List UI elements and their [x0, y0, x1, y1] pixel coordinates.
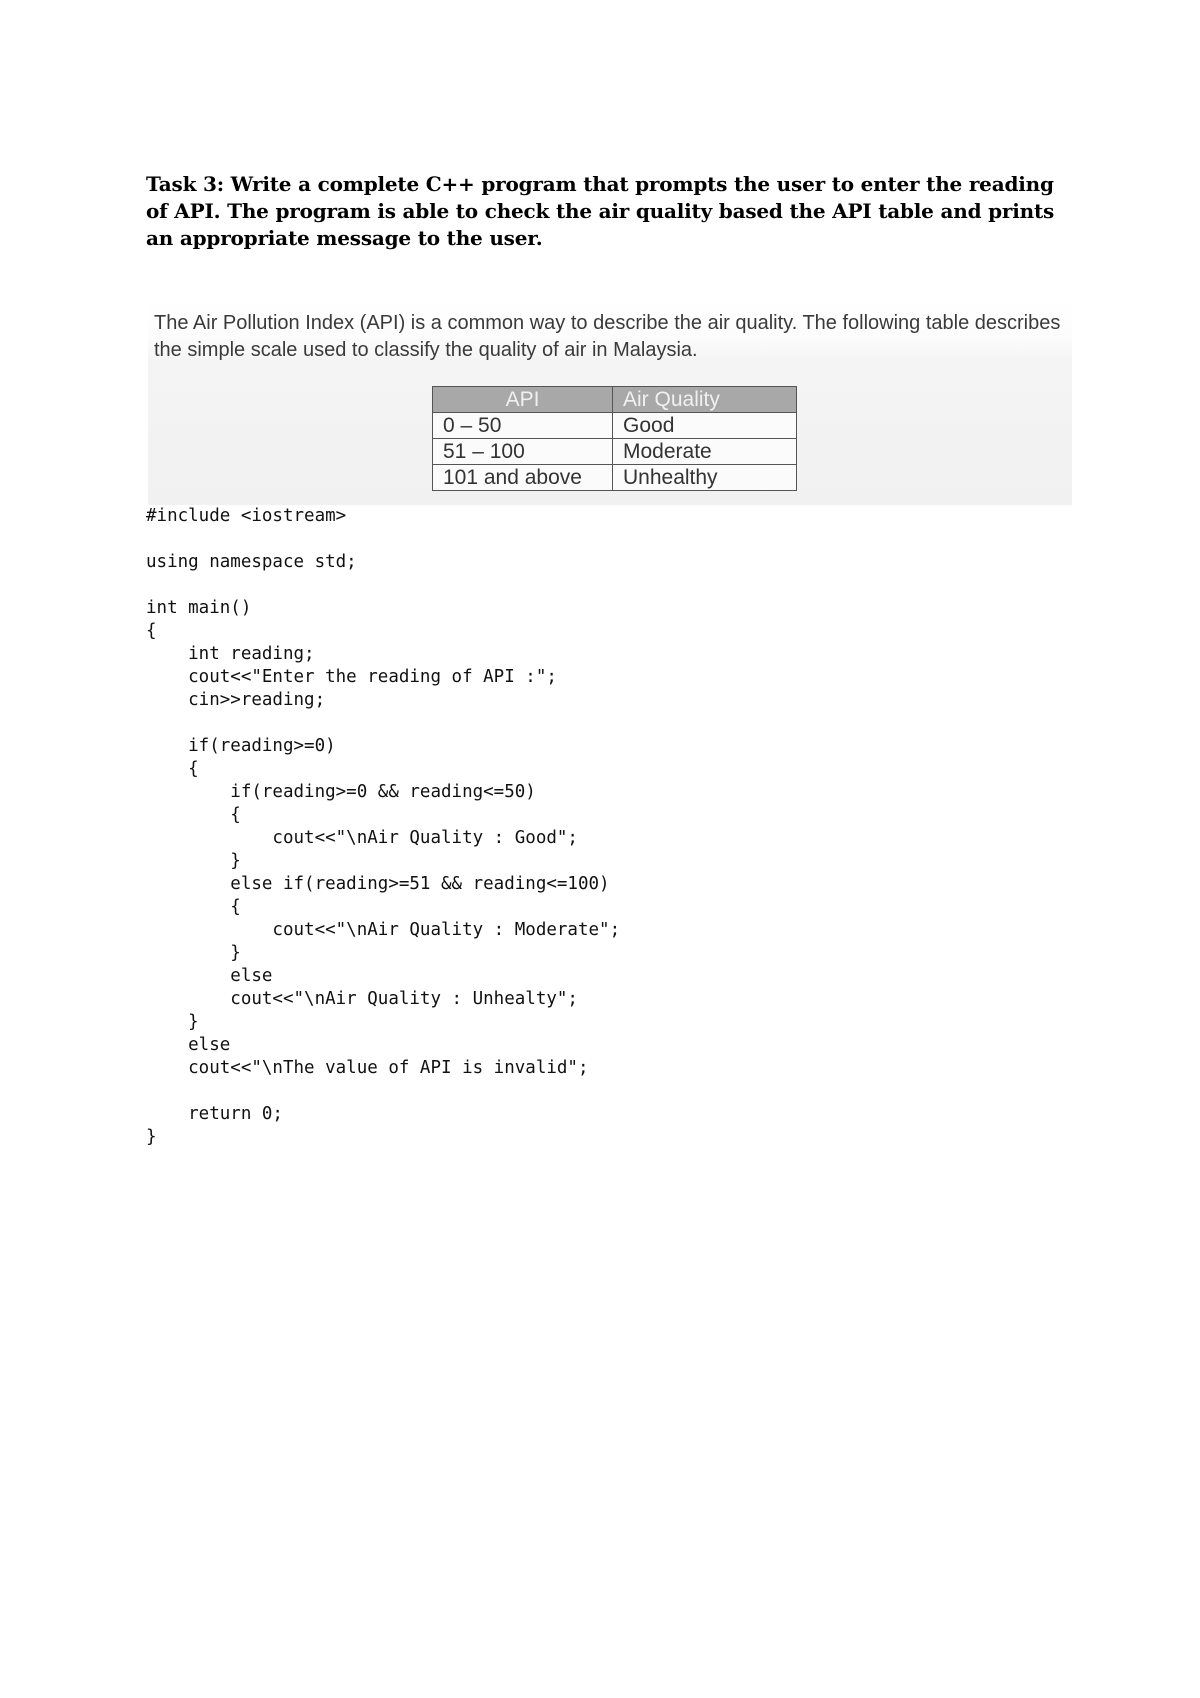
api-column-header: API: [433, 387, 613, 413]
code-line: else: [146, 966, 273, 986]
air-quality-cell: Unhealthy: [613, 465, 797, 491]
code-line: int reading;: [146, 644, 315, 664]
code-blank-line: [146, 528, 620, 551]
code-line: cout<<"\nAir Quality : Good";: [146, 828, 578, 848]
code-line: cout<<"\nThe value of API is invalid";: [146, 1058, 589, 1078]
code-blank-line: [146, 1080, 620, 1103]
code-line: }: [146, 1012, 199, 1032]
task-description: Task 3: Write a complete C++ program that prompts the user to enter the reading of API. The program is able to check the air quality based the API table and prints an appropriate message to the user.: [146, 172, 1055, 250]
code-line: if(reading>=0 && reading<=50): [146, 782, 536, 802]
code-line: else if(reading>=51 && reading<=100): [146, 874, 610, 894]
air-quality-column-header: Air Quality: [613, 387, 797, 413]
code-line: {: [146, 759, 199, 779]
api-range-cell: 51 – 100: [433, 439, 613, 465]
code-line: }: [146, 851, 241, 871]
code-blank-line: [146, 574, 620, 597]
api-table: [432, 386, 797, 491]
table-row: [433, 413, 797, 439]
code-line: int main(): [146, 598, 252, 618]
code-line: }: [146, 943, 241, 963]
code-line: cin>>reading;: [146, 690, 326, 710]
code-line: cout<<"Enter the reading of API :";: [146, 667, 557, 687]
code-line: {: [146, 621, 157, 641]
code-line: #include <iostream>: [146, 506, 347, 526]
api-range-cell: 0 – 50: [433, 413, 613, 439]
api-table-header-row: [433, 387, 797, 413]
code-line: using namespace std;: [146, 552, 357, 572]
code-line: {: [146, 805, 241, 825]
cpp-code-listing: [146, 505, 620, 1149]
api-range-cell: 101 and above: [433, 465, 613, 491]
table-row: [433, 465, 797, 491]
scanned-api-excerpt: [148, 300, 1072, 505]
code-line: cout<<"\nAir Quality : Moderate";: [146, 920, 621, 940]
air-quality-cell: Moderate: [613, 439, 797, 465]
code-line: if(reading>=0): [146, 736, 336, 756]
api-intro-text: The Air Pollution Index (API) is a common way to describe the air quality. The following table describes the simple scale used to classify the quality of air in Malaysia.: [154, 312, 1061, 361]
code-line: cout<<"\nAir Quality : Unhealty";: [146, 989, 578, 1009]
code-line: return 0;: [146, 1104, 283, 1124]
code-line: else: [146, 1035, 231, 1055]
code-line: }: [146, 1127, 157, 1147]
table-row: [433, 439, 797, 465]
air-quality-cell: Good: [613, 413, 797, 439]
code-blank-line: [146, 712, 620, 735]
code-line: {: [146, 897, 241, 917]
